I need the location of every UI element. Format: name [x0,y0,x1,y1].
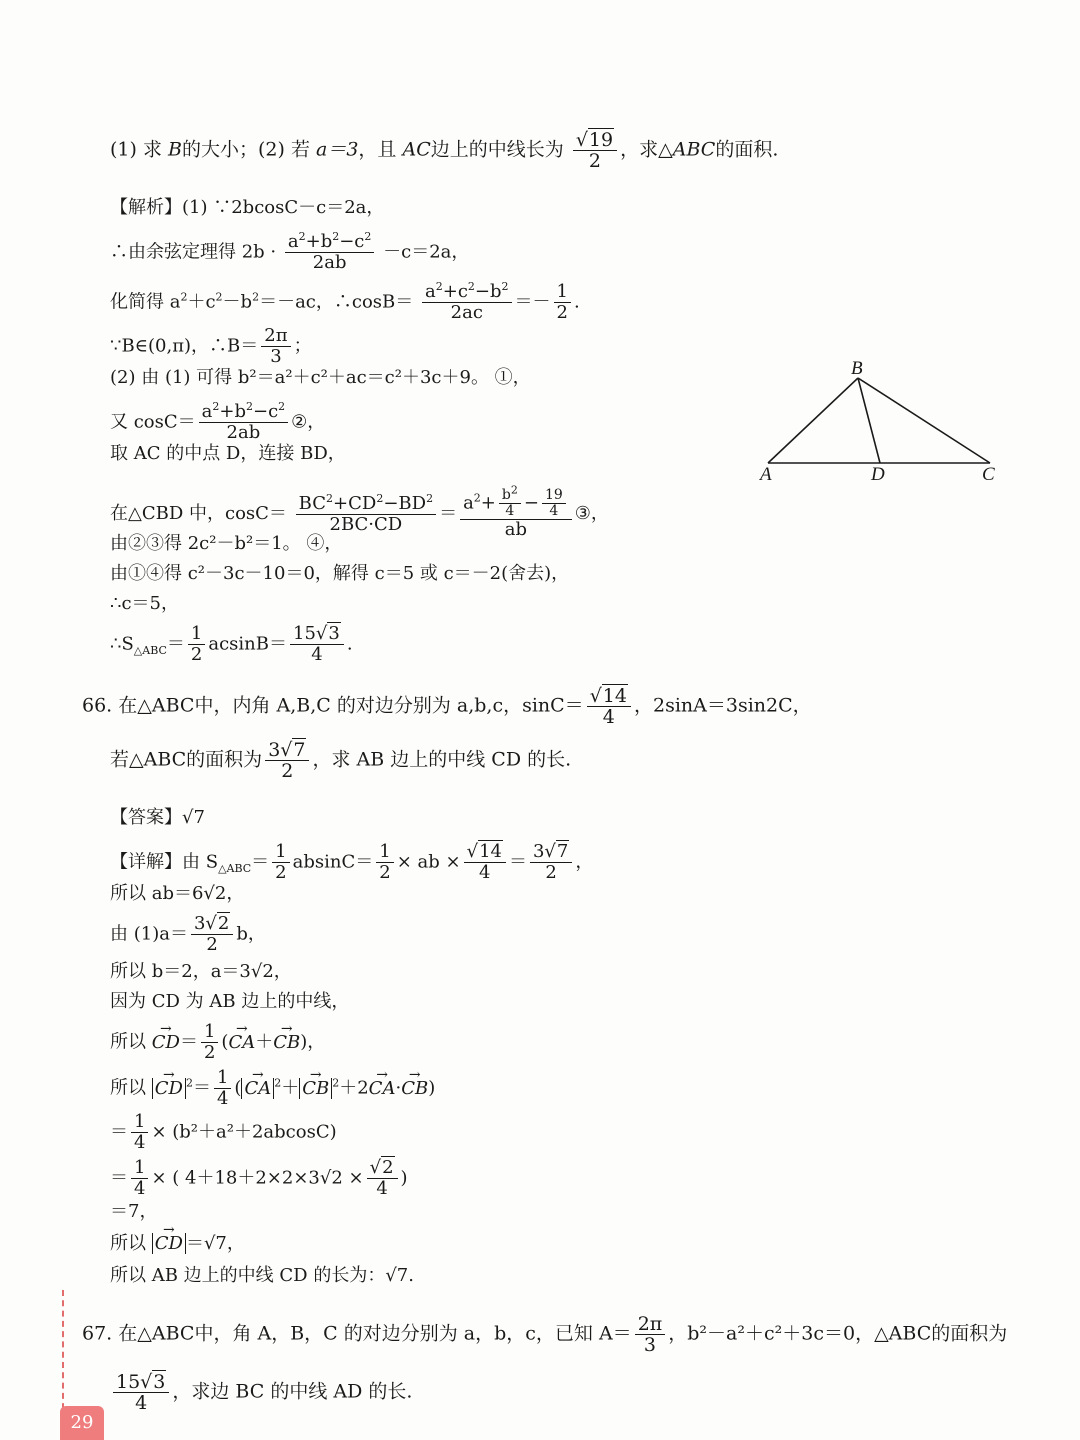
q65-solution-line-11: ∴c＝5， [110,593,179,614]
label-c: C [982,464,995,485]
side-bc [858,378,990,463]
triangle-diagram [750,350,1010,490]
q65-solution-line-6: 又 cosC＝ $\frac{a^2+b^2-c^2}{2ab}$ ②， [110,400,326,443]
q65-solution-line-1: 【解析】(1) ∵2bcosC－c＝2a， [110,197,385,218]
question-number: 67. [82,1322,113,1345]
q65-solution-line-9: 由②③得 2c²－b²＝1。 ④， [110,533,343,554]
question-number: 66. [82,694,113,717]
q66-detail-2: 所以 ab＝6√2， [110,883,245,904]
q66-detail-9: ＝ $\frac{1}{4}$ × ( 4＋18＋2×2×3√2 × $\frac{√2}{4}$ ) [110,1157,408,1199]
q65-solution-line-3: 化简得 $a^2+c^2-b^2=-ac$，∴cosB＝ $\frac{a^2+c^2-b^2}{2ac}$ ＝－ $\frac{1}{2}$ . [110,280,580,323]
q66-detail-7: 所以 → CD $^2$＝ $\frac{1}{4}$ (→ CA $^2$＋→ CB $^2$＋2→ CA·→ CB) [110,1068,435,1109]
q66-line-1: 66. 在△ABC中，内角 A,B,C 的对边分别为 a,b,c，sinC＝ $\frac{√14}{4}$ ，2sinA＝3sin2C， [82,685,812,728]
q65-solution-line-8: 在△CBD 中，cosC＝ $\frac{BC^2+CD^2-BD^2}{2BC\cdot CD}$ ＝ $a^2+$ $\frac{b^2}{4}$ − $\frac{19}{4}$ ab ③， [110,483,609,540]
q66-detail-3: 由 (1)a＝ $\frac{3√2}{2}$ b， [110,913,266,955]
q66-detail-1: 【详解】由 $S_{\triangle ABC}=$ $\frac{1}{2}$ absinC＝ $\frac{1}{2}$ × ab × $\frac{√14}{4}$ ＝ $\frac{3√7}{2}$ ， [110,841,594,883]
page-number: 29 [60,1406,104,1440]
q65-question: (1) 求 B的大小；(2) 若 a＝3，且 AC边上的中线长为 $\frac{√19}{2}$ ，求△ABC的面积. [110,129,779,172]
q66-detail-11: 所以 → CD ＝√7， [110,1232,245,1256]
q65-solution-line-2: ∴由余弦定理得 2b · $\frac{a^2+b^2-c^2}{2ab}$ －c＝2a， [110,230,470,273]
q65-solution-line-12: $\therefore S_{\triangle ABC}=$ $\frac{1}{2}$ acsinB＝ $\frac{15√3}{4}$ . [110,623,353,665]
q66-detail-4: 所以 b＝2，a＝3√2， [110,961,292,982]
q66-detail-6: 所以 → CD＝ $\frac{1}{2}$ (→ CA＋→ CB)， [110,1022,325,1063]
label-d: D [871,464,885,485]
q66-detail-5: 因为 CD 为 AB 边上的中线， [110,991,350,1012]
q66-detail-10: ＝7， [110,1201,158,1222]
detail-tag: 【详解】 [110,851,182,873]
answer-tag: 【答案】 [110,807,182,828]
q67-line-2: $\frac{15√3}{4}$ ，求边 BC 的中线 AD 的长. [110,1372,412,1413]
q66-answer: 【答案】√7 [110,807,205,828]
q65-solution-line-5: (2) 由 (1) 可得 b²＝a²＋c²＋ac＝c²＋3c＋9。 ①， [110,367,531,388]
side-ab [768,378,858,463]
q67-line-1: 67. 在△ABC中，角 A，B，C 的对边分别为 a，b，c，已知 A＝ $\frac{2\pi}{3}$ ，b²－a²＋c²＋3c＝0，△ABC的面积为 [82,1313,1008,1356]
q66-detail-12: 所以 AB 边上的中线 CD 的长为：√7. [110,1265,414,1286]
solution-tag: 【解析】 [110,197,182,218]
q66-detail-8: ＝ $\frac{1}{4}$ × (b²＋a²＋2abcosC) [110,1111,337,1153]
label-a: A [760,464,772,485]
q66-line-2: 若△ABC的面积为 $\frac{3√7}{2}$ ，求 AB 边上的中线 CD 的长. [110,739,572,782]
q65-solution-line-10: 由①④得 c²－3c－10＝0，解得 c＝5 或 c＝－2(舍去)， [110,563,570,584]
q65-solution-line-7: 取 AC 的中点 D，连接 BD， [110,443,346,464]
label-b: B [851,358,863,379]
q65-solution-line-4: ∵B∈(0,π)，∴B＝ $\frac{2\pi}{3}$ ； [110,325,312,367]
